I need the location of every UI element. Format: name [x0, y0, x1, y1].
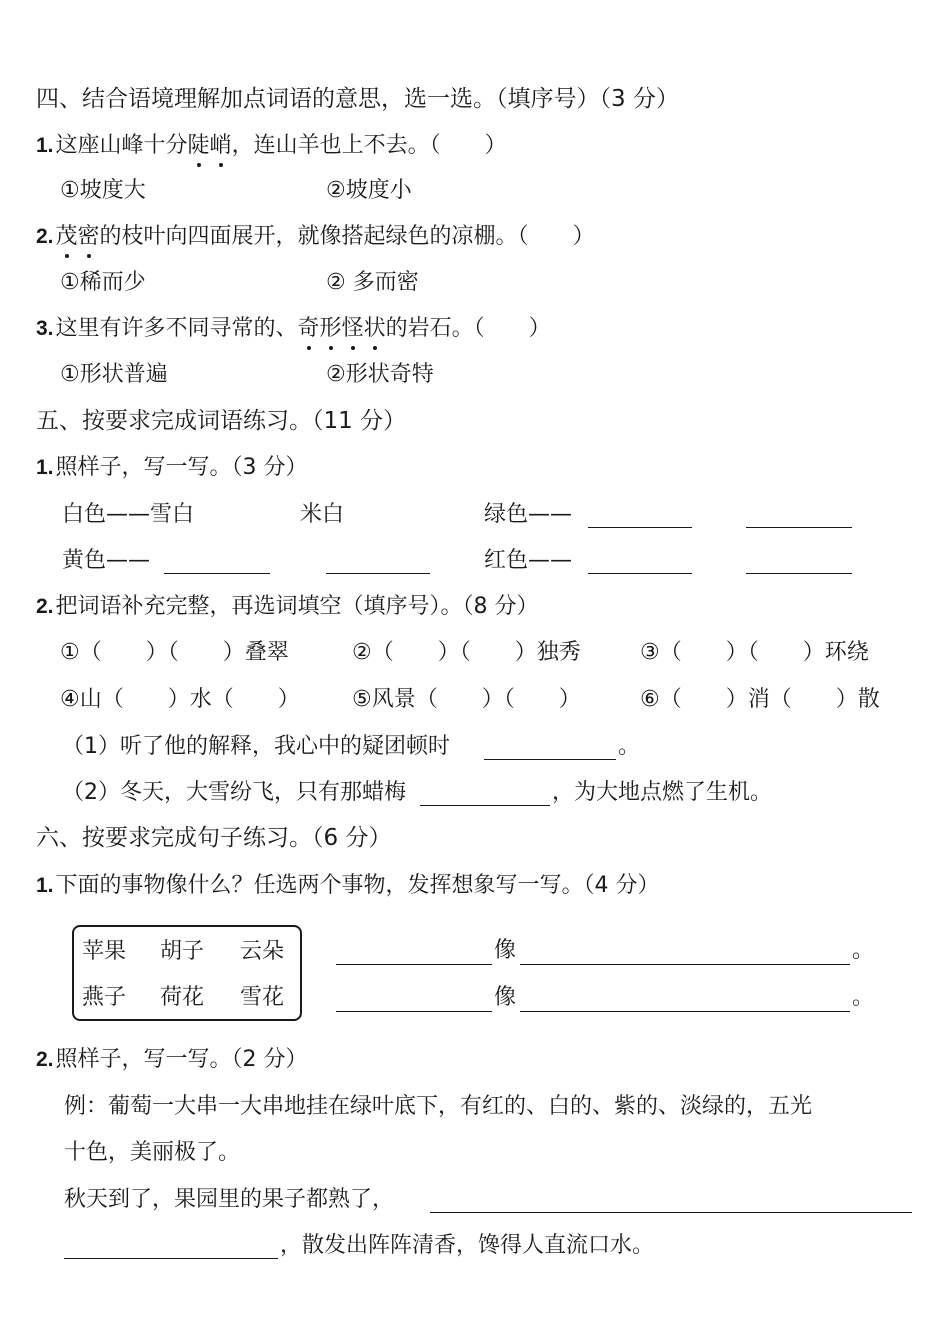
question-number: 2. — [36, 225, 54, 248]
answer-blank[interactable] — [326, 573, 430, 574]
word-item: 燕子 — [82, 985, 127, 1010]
word-box — [72, 925, 302, 1021]
s4-q2-option-2: ② 多而密 — [326, 270, 419, 295]
s4-question-2: 2.茂密的枝叶向四面展开，就像搭起绿色的凉棚。（ ） — [36, 222, 595, 252]
answer-blank[interactable] — [336, 964, 492, 965]
dotted-char: 状 — [364, 314, 386, 344]
s4-q3-option-2: ②形状奇特 — [326, 362, 434, 387]
like-word: 像 — [494, 985, 517, 1010]
s5-q2-title: 2.把词语补充完整，再选词填空（填序号）。（8 分） — [36, 594, 539, 619]
dotted-char: 形 — [320, 314, 342, 344]
section5-title: 五、按要求完成词语练习。（11 分） — [36, 408, 407, 434]
word-item: 雪花 — [240, 985, 285, 1010]
sentence-2-end: ，为大地点燃了生机。 — [552, 780, 773, 805]
s5-example-1: 白色——雪白 — [62, 502, 195, 527]
answer-blank[interactable] — [484, 759, 616, 760]
idiom-3[interactable]: ③（ ）（ ）环绕 — [640, 640, 869, 665]
s4-question-1: 1.这座山峰十分陡峭，连山羊也上不去。（ ） — [36, 131, 507, 161]
s4-q3-option-1: ①形状普遍 — [60, 362, 168, 387]
s6-q1-title: 1.下面的事物像什么？任选两个事物，发挥想象写一写。（4 分） — [36, 873, 660, 898]
sentence-end: 。 — [852, 938, 875, 963]
answer-blank[interactable] — [164, 573, 270, 574]
task-line-1: 秋天到了，果园里的果子都熟了， — [64, 1187, 395, 1212]
word-item: 苹果 — [82, 939, 127, 964]
idiom-6[interactable]: ⑥（ ）消（ ）散 — [640, 687, 880, 712]
like-word: 像 — [494, 938, 517, 963]
dotted-char: 陡 — [188, 131, 210, 161]
example-line-2: 十色，美丽极了。 — [64, 1140, 241, 1165]
s5-example-2: 米白 — [300, 502, 345, 527]
dotted-char: 怪 — [342, 314, 364, 344]
answer-blank[interactable] — [746, 527, 852, 528]
s4-question-3: 3.这里有许多不同寻常的、奇形怪状的岩石。（ ） — [36, 314, 551, 344]
answer-blank[interactable] — [430, 1212, 912, 1213]
s4-q1-option-1: ①坡度大 — [60, 178, 146, 203]
s5-item-green: 绿色—— — [484, 502, 573, 527]
idiom-4[interactable]: ④山（ ）水（ ） — [60, 687, 300, 712]
fill-sentence-1: （1）听了他的解释，我心中的疑团顿时 — [62, 734, 450, 759]
dotted-char: 密 — [78, 222, 100, 252]
word-item: 云朵 — [240, 939, 285, 964]
section6-title: 六、按要求完成句子练习。（6 分） — [36, 825, 392, 851]
fill-sentence-2: （2）冬天，大雪纷飞，只有那蜡梅 — [62, 780, 406, 805]
idiom-2[interactable]: ②（ ）（ ）独秀 — [352, 640, 581, 665]
question-number: 2. — [36, 1048, 54, 1071]
s5-q1-title: 1.照样子，写一写。（3 分） — [36, 455, 308, 480]
question-number: 2. — [36, 595, 54, 618]
s6-q2-title: 2.照样子，写一写。（2 分） — [36, 1047, 308, 1072]
answer-blank[interactable] — [588, 573, 692, 574]
question-number: 1. — [36, 134, 54, 157]
answer-blank[interactable] — [588, 527, 692, 528]
question-number: 1. — [36, 456, 54, 479]
s4-q1-option-2: ②坡度小 — [326, 178, 412, 203]
dotted-char: 茂 — [56, 222, 78, 252]
idiom-1[interactable]: ①（ ）（ ）叠翠 — [60, 640, 289, 665]
word-item: 胡子 — [160, 939, 205, 964]
word-item: 荷花 — [160, 985, 205, 1010]
task-line-2: ，散发出阵阵清香，馋得人直流口水。 — [280, 1233, 655, 1258]
answer-blank[interactable] — [336, 1011, 492, 1012]
s5-item-yellow: 黄色—— — [62, 548, 151, 573]
s4-q2-option-1: ①稀而少 — [60, 270, 146, 295]
dotted-char: 奇 — [298, 314, 320, 344]
answer-blank[interactable] — [420, 805, 550, 806]
answer-blank[interactable] — [520, 964, 850, 965]
s5-item-red: 红色—— — [484, 548, 573, 573]
answer-blank[interactable] — [746, 573, 852, 574]
question-number: 1. — [36, 874, 54, 897]
question-number: 3. — [36, 317, 54, 340]
answer-blank[interactable] — [520, 1011, 850, 1012]
section4-title: 四、结合语境理解加点词语的意思，选一选。（填序号）（3 分） — [36, 86, 679, 112]
idiom-5[interactable]: ⑤风景（ ）（ ） — [352, 687, 581, 712]
dotted-char: 峭 — [210, 131, 232, 161]
example-line-1: 例：葡萄一大串一大串地挂在绿叶底下，有红的、白的、紫的、淡绿的，五光 — [64, 1094, 813, 1119]
sentence-end: 。 — [852, 985, 875, 1010]
sentence-end: 。 — [618, 734, 641, 759]
answer-blank[interactable] — [64, 1258, 278, 1259]
